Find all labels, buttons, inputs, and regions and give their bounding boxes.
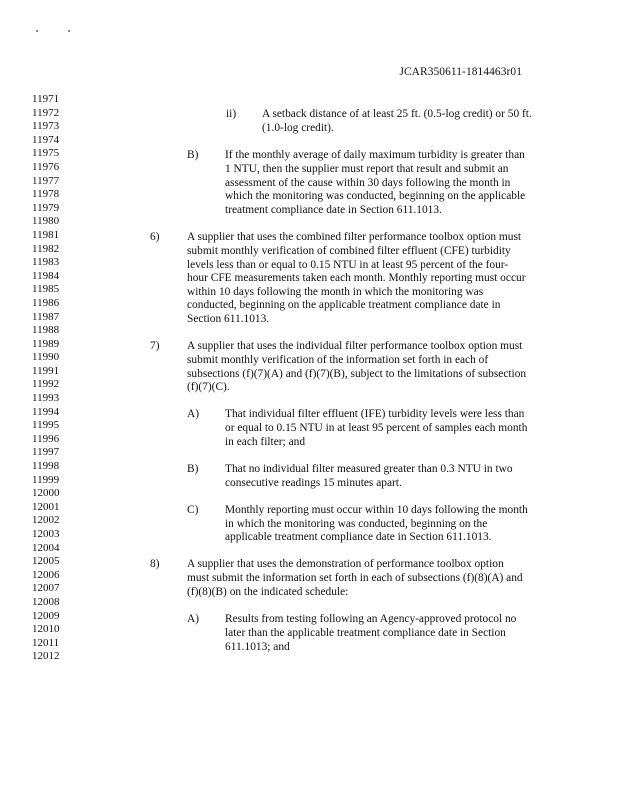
body-line: later than the applicable treatment compliance date in Section bbox=[225, 627, 506, 639]
body-line: which the monitoring was conducted, beginning on the applicable bbox=[225, 190, 526, 202]
line-number: 12005 bbox=[32, 555, 60, 568]
subsection-label: B) bbox=[187, 149, 199, 161]
line-number: 11998 bbox=[32, 460, 60, 473]
line-number: 11983 bbox=[32, 256, 60, 269]
line-number: 11991 bbox=[32, 364, 60, 377]
body-line: (f)(8)(B) on the indicated schedule: bbox=[187, 586, 349, 598]
line-number: 11975 bbox=[32, 147, 60, 160]
document-id: JCAR350611-1814463r01 bbox=[399, 66, 522, 78]
line-number: 11989 bbox=[32, 337, 60, 350]
body-line: conducted, beginning on the applicable treatment compliance date in bbox=[187, 299, 501, 311]
body-line: in each filter; and bbox=[225, 436, 306, 448]
line-number: 11977 bbox=[32, 174, 60, 187]
line-number: 11982 bbox=[32, 242, 60, 255]
line-number: 11978 bbox=[32, 188, 60, 201]
body-line: That no individual filter measured greater than 0.3 NTU in two bbox=[225, 463, 513, 475]
body-line: A supplier that uses the individual filter performance toolbox option must bbox=[187, 340, 523, 352]
body-line: or equal to 0.15 NTU in at least 95 percent of samples each month bbox=[225, 422, 528, 434]
subsection-label: C) bbox=[187, 504, 199, 516]
body-line: A supplier that uses the demonstration of performance toolbox option bbox=[187, 558, 504, 570]
body-line: That individual filter effluent (IFE) turbidity levels were less than bbox=[225, 408, 525, 420]
line-number: 12007 bbox=[32, 582, 60, 595]
body-line: must submit the information set forth in each of subsections (f)(8)(A) and bbox=[187, 572, 523, 584]
body-line: (f)(7)(C). bbox=[187, 381, 230, 393]
body-line: in which the monitoring was conducted, beginning on the bbox=[225, 518, 488, 530]
subsection-label: A) bbox=[187, 613, 200, 625]
line-number: 12009 bbox=[32, 609, 60, 622]
subitem-label: ii) bbox=[226, 108, 237, 120]
line-number-column bbox=[32, 93, 72, 664]
body-line: A supplier that uses the combined filter performance toolbox option must bbox=[187, 231, 522, 243]
scan-specks bbox=[36, 30, 76, 36]
line-number: 11999 bbox=[32, 473, 60, 486]
subsection-label: B) bbox=[187, 463, 199, 475]
line-number: 11994 bbox=[32, 405, 60, 418]
body-line: If the monthly average of daily maximum turbidity is greater than bbox=[225, 149, 525, 161]
line-number: 11971 bbox=[32, 93, 60, 105]
body-line: 611.1013; and bbox=[225, 641, 290, 653]
paragraph-label: 6) bbox=[150, 231, 160, 243]
line-number: 12000 bbox=[32, 487, 60, 500]
line-number: 12008 bbox=[32, 595, 60, 608]
line-number: 11997 bbox=[32, 446, 60, 459]
line-number: 11993 bbox=[32, 392, 60, 405]
speck bbox=[68, 30, 70, 32]
body-line: within 10 days following the month in which the monitoring was bbox=[187, 286, 484, 298]
line-number: 12006 bbox=[32, 568, 60, 581]
line-number: 11980 bbox=[32, 215, 60, 228]
body-line: consecutive readings 15 minutes apart. bbox=[225, 477, 402, 489]
body-line: (1.0-log credit). bbox=[262, 122, 334, 134]
line-number: 11973 bbox=[32, 120, 60, 133]
line-number: 11996 bbox=[32, 432, 60, 445]
body-line: applicable treatment compliance date in Section 611.1013. bbox=[225, 531, 492, 543]
line-number: 12010 bbox=[32, 623, 60, 636]
line-number: 11974 bbox=[32, 133, 60, 146]
speck bbox=[36, 30, 38, 32]
line-number: 12002 bbox=[32, 514, 60, 527]
line-number: 11972 bbox=[32, 106, 60, 119]
line-number: 11985 bbox=[32, 283, 60, 296]
body-line: Results from testing following an Agency-approved protocol no bbox=[225, 613, 517, 625]
line-number: 11988 bbox=[32, 324, 60, 337]
line-number: 11995 bbox=[32, 419, 60, 432]
body-line: treatment compliance date in Section 611.1013. bbox=[225, 204, 442, 216]
paragraph-label: 8) bbox=[150, 558, 160, 570]
line-number: 11986 bbox=[32, 296, 60, 309]
body-line: submit monthly verification of the information set forth in each of bbox=[187, 354, 489, 366]
body-line: subsections (f)(7)(A) and (f)(7)(B), subject to the limitations of subsection bbox=[187, 368, 527, 380]
body-line: A setback distance of at least 25 ft. (0.5-log credit) or 50 ft. bbox=[262, 108, 532, 120]
body-line: submit monthly verification of combined filter effluent (CFE) turbidity bbox=[187, 245, 511, 257]
body-line: assessment of the cause within 30 days following the month in bbox=[225, 177, 511, 189]
line-number: 11979 bbox=[32, 201, 60, 214]
line-number: 12012 bbox=[32, 650, 60, 663]
body-line: 1 NTU, then the supplier must report that result and submit an bbox=[225, 163, 509, 175]
body-line: hour CFE measurements taken each month. Monthly reporting must occur bbox=[187, 272, 526, 284]
line-number: 12004 bbox=[32, 541, 60, 554]
line-number: 11992 bbox=[32, 378, 60, 391]
line-number: 12011 bbox=[32, 636, 60, 649]
line-number: 12001 bbox=[32, 500, 60, 513]
body-line: Section 611.1013. bbox=[187, 313, 270, 325]
line-number: 11990 bbox=[32, 351, 60, 364]
subsection-label: A) bbox=[187, 408, 200, 420]
body-line: levels less than or equal to 0.15 NTU in at least 95 percent of the four- bbox=[187, 259, 509, 271]
line-number: 12003 bbox=[32, 528, 60, 540]
line-number: 11981 bbox=[32, 228, 60, 241]
body-line: Monthly reporting must occur within 10 days following the month bbox=[225, 504, 528, 516]
line-number: 11976 bbox=[32, 160, 60, 173]
line-number: 11984 bbox=[32, 269, 60, 282]
line-number: 11987 bbox=[32, 310, 60, 323]
paragraph-label: 7) bbox=[150, 340, 160, 352]
